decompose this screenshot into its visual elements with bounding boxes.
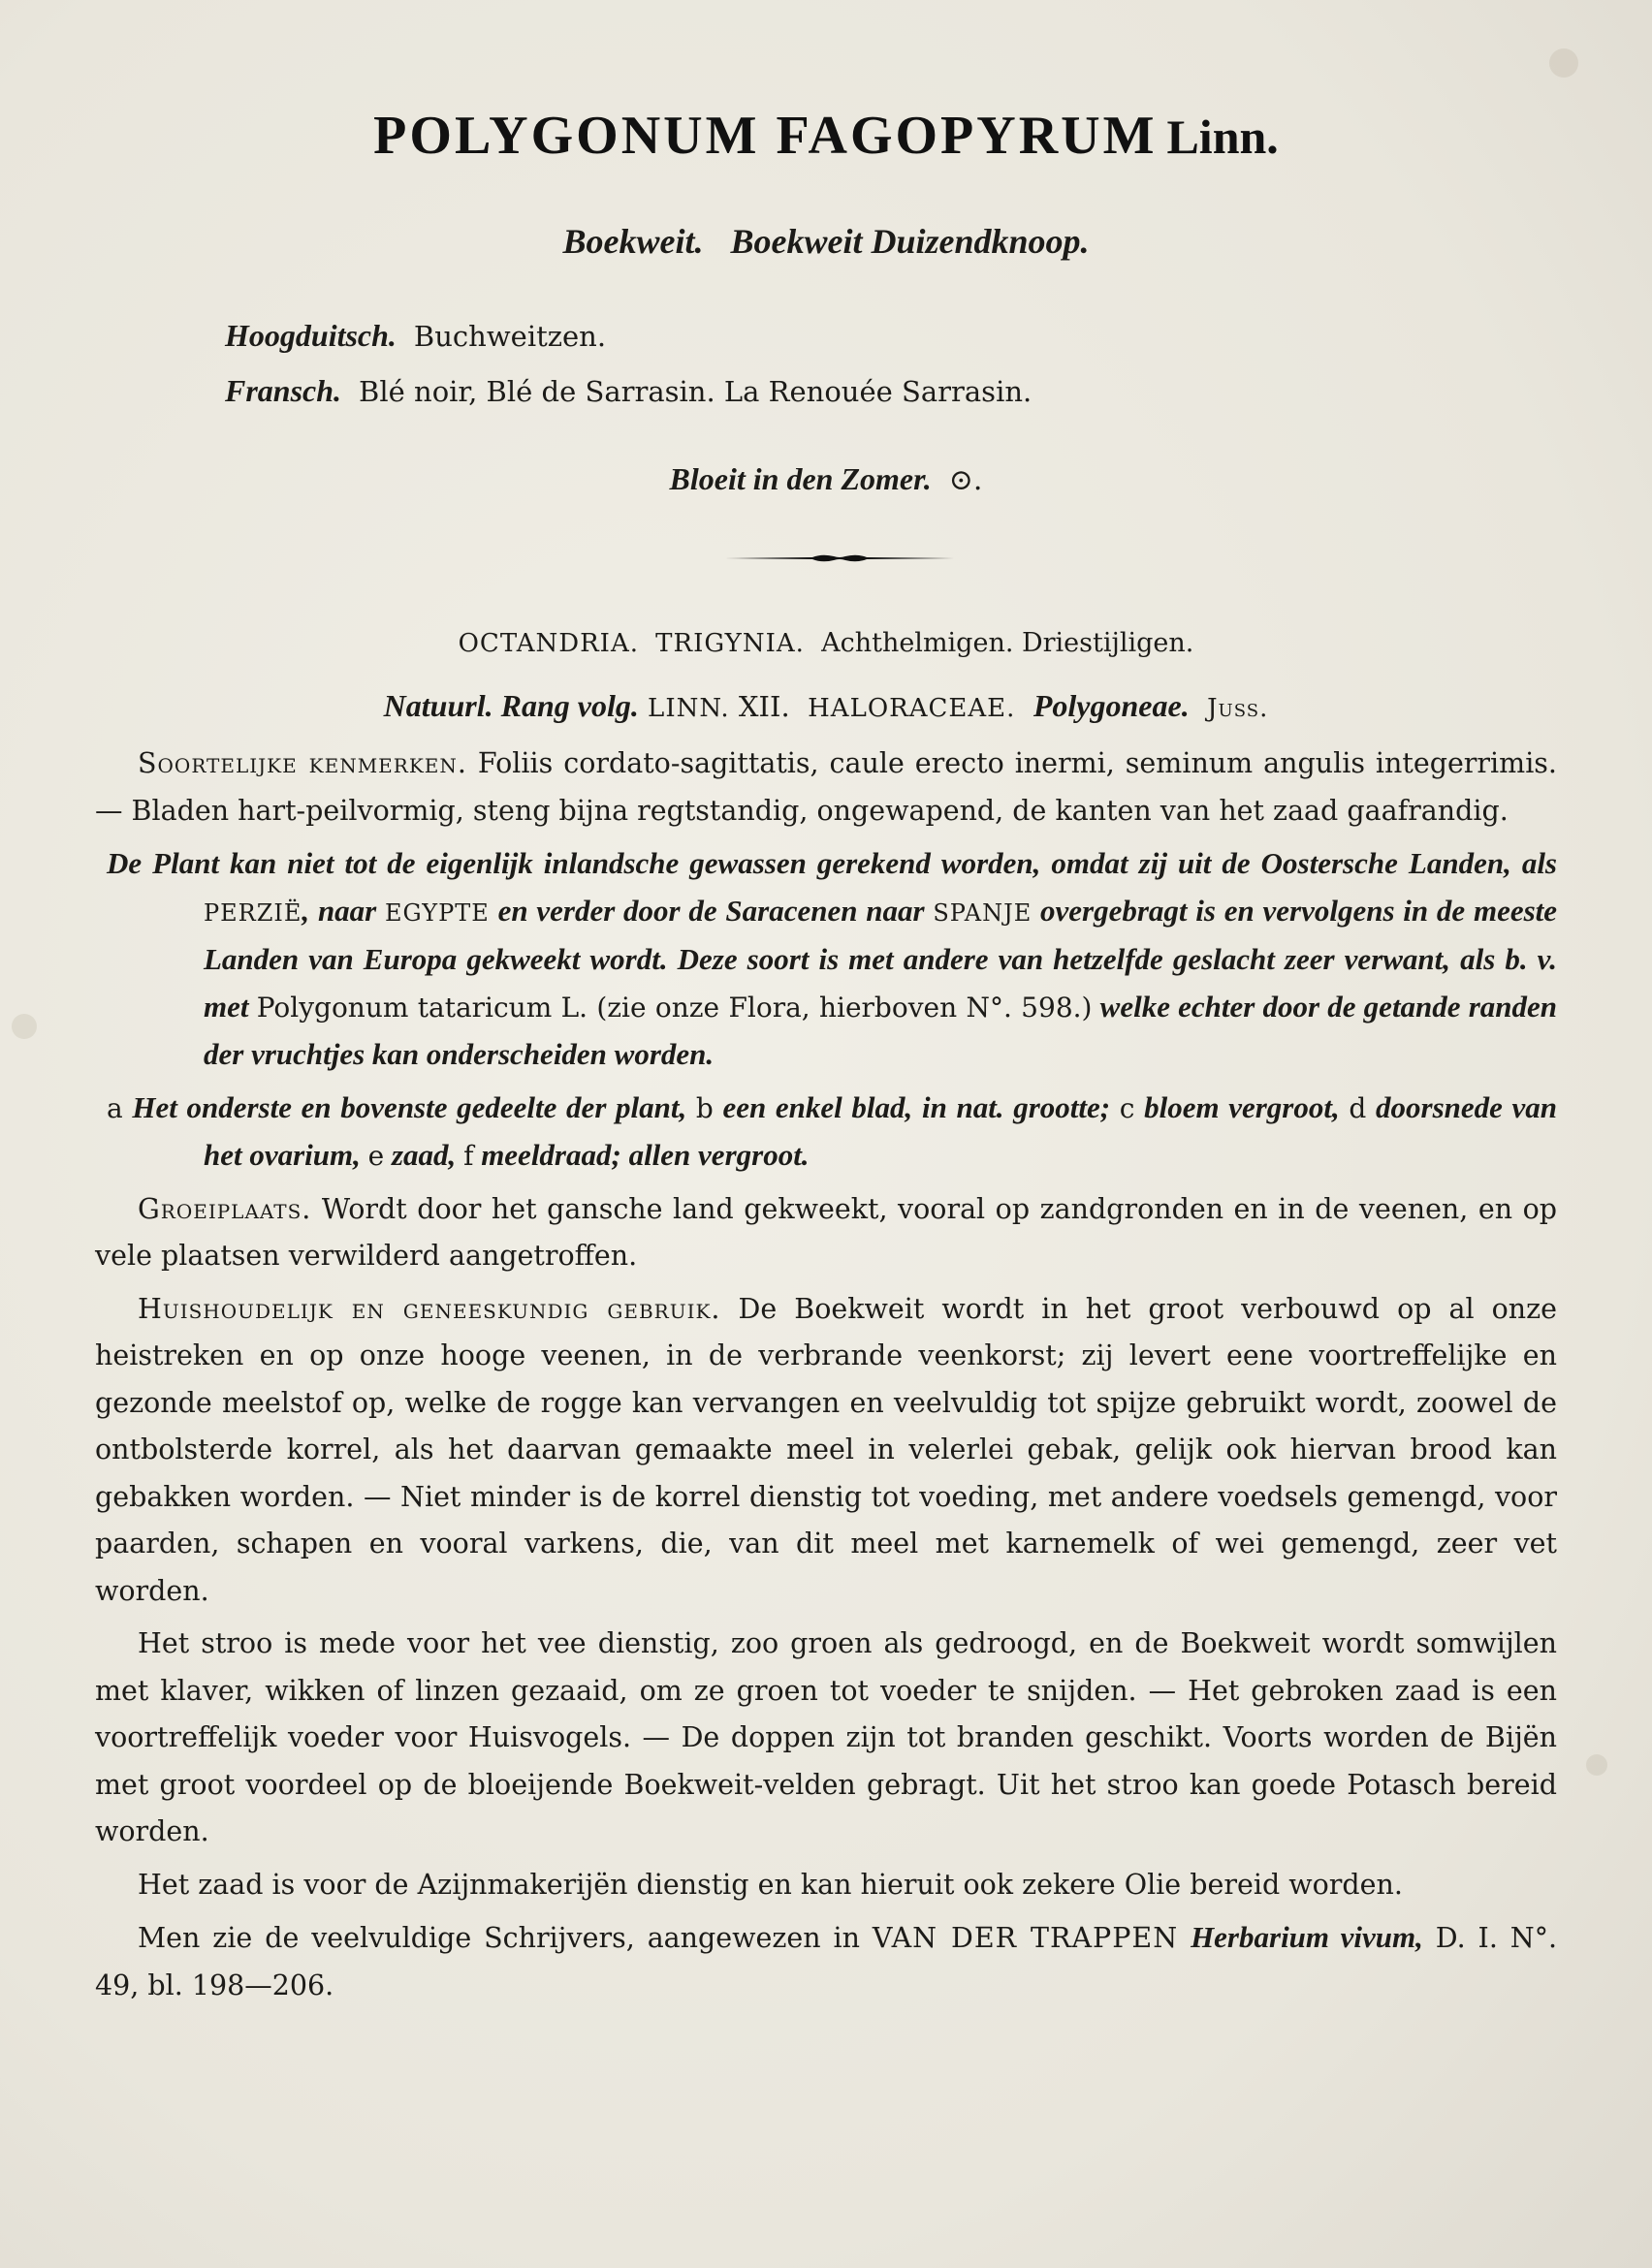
place-egypte: EGYPTE — [385, 898, 490, 927]
common-name-1: Boekweit. — [562, 222, 704, 261]
fig-text: bloem vergroot, — [1144, 1089, 1340, 1124]
schrijvers-ref: D. I. N°. 49, bl. 198—206. — [95, 1922, 1558, 2001]
fig-text: Het onderste en bovenste gedeelte der plant, — [132, 1089, 687, 1124]
note-text-1: De Plant kan niet tot de eigenlijk inlandsche gewassen gerekend worden, omdat zij uit de Oostersche Landen, als — [107, 846, 1557, 880]
paragraph-note — [95, 840, 1557, 1079]
fig-letter: b — [695, 1091, 714, 1124]
paragraph-gebruik — [95, 1286, 1557, 1616]
kenmerken-text: Foliis cordato-sagittatis, caule erecto inermi, seminum angulis integerrimis. — Bladen hart-peilvormig, steng bijna regtstandig, ongewapend, de kanten van het zaad gaafrandig. — [95, 747, 1557, 827]
rank-polygoneae: Polygoneae. — [1032, 688, 1190, 723]
section-label: Soortelijke kenmerken. — [138, 747, 467, 779]
main-text — [95, 740, 1557, 2015]
schrijvers-author: VAN DER TRAPPEN — [872, 1922, 1179, 1954]
paragraph-kenmerken — [95, 740, 1557, 835]
section-label: Huishoudelijk en geneeskundig gebruik. — [138, 1292, 721, 1325]
page-stain — [1549, 48, 1578, 78]
fig-letter: f — [463, 1140, 474, 1172]
fig-text: zaad, — [391, 1138, 457, 1172]
fig-text: een enkel blad, — [722, 1089, 913, 1124]
fig-text: in nat. grootte; — [921, 1089, 1111, 1124]
fig-letter: e — [367, 1140, 385, 1172]
note-text-3: en verder door de Saracenen naar — [497, 893, 925, 928]
annual-symbol: ⊙. — [948, 463, 983, 497]
note-text-2: , naar — [302, 893, 377, 928]
lang-label: Hoogduitsch. — [225, 318, 397, 353]
name-french — [225, 363, 1032, 419]
lang-label: Fransch. — [225, 373, 342, 408]
class-dutch: Achthelmigen. Driestijligen. — [821, 628, 1194, 658]
rank-family: HALORACEAE. — [808, 694, 1016, 723]
foreign-names — [225, 308, 1032, 419]
lang-value: Blé noir, Blé de Sarrasin. La Renouée Sarrasin. — [359, 375, 1032, 408]
note-reference: Polygonum tataricum L. (zie onze Flora, hierboven N°. 598.) — [256, 991, 1093, 1024]
lang-value: Buchweitzen. — [413, 320, 607, 353]
schrijvers-text: Men zie de veelvuldige Schrijvers, aangewezen in — [138, 1922, 861, 1954]
common-names — [0, 221, 1652, 262]
fig-text: meeldraad; allen vergroot. — [481, 1138, 810, 1172]
paragraph-groeiplaats — [95, 1186, 1557, 1280]
paragraph-stroo: Het stroo is mede voor het vee dienstig, zoo groen als gedroogd, en de Boekweit wordt somwijlen met klaver, wikken of linzen gezaaid, om ze groen tot voeder te snijden. — Het gebroken zaad is een voortreffelijk voeder voor Huisvogels. — De doppen zijn tot branden geschikt. Voorts worden de Bijën met groot voordeel op de bloeijende Boekweit-velden gebragt. Uit het stroo kan goede Potasch bereid worden. — [95, 1627, 1557, 1847]
common-name-2: Boekweit Duizendknoop. — [730, 222, 1090, 261]
bloom-time — [0, 461, 1652, 497]
title-author: Linn. — [1166, 110, 1279, 164]
paragraph-figures — [95, 1085, 1557, 1181]
natural-rank — [0, 688, 1652, 724]
linnaean-class — [0, 628, 1652, 658]
place-perzie: PERZIË — [204, 898, 302, 927]
page-title — [0, 105, 1652, 167]
class-trigynia: TRIGYNIA. — [655, 629, 805, 658]
rank-lead: Natuurl. Rang volg. — [383, 688, 639, 723]
groeiplaats-text: Wordt door het gansche land gekweekt, vooral op zandgronden en in de veenen, en op vele plaatsen verwilderd aangetroffen. — [95, 1192, 1557, 1272]
title-species: POLYGONUM FAGOPYRUM — [373, 106, 1158, 166]
rank-number: XII. — [738, 690, 790, 723]
section-label: Groeiplaats. — [138, 1192, 312, 1225]
fig-letter: c — [1119, 1091, 1135, 1124]
fig-letter: a — [107, 1091, 123, 1124]
paragraph-zaad: Het zaad is voor de Azijnmakerijën dienstig en kan hieruit ook zekere Olie bereid worden. — [138, 1868, 1403, 1901]
paragraph-schrijvers — [95, 1914, 1557, 2009]
rank-linn: LINN. — [648, 694, 730, 723]
schrijvers-work: Herbarium vivum, — [1191, 1920, 1423, 1954]
name-german — [225, 308, 1032, 363]
gebruik-text: De Boekweit wordt in het groot verbouwd op al onze heistreken en op onze hooge veenen, in de verbrande veenkorst; zij levert eene voortreffelijke en gezonde meelstof op, welke de rogge kan vervangen en veelvuldig tot spijze gebruikt wordt, zoowel de ontbolsterde korrel, als het daarvan gemaakte meel in velerlei gebak, gelijk ook hiervan brood kan gebakken worden. — Niet minder is de korrel dienstig tot voeding, met andere voedsels gemengd, voor paarden, schapen en vooral varkens, die, van dit meel met karnemelk of wei gemengd, zeer vet worden. — [95, 1292, 1558, 1607]
fig-text: doorsnede van het ovarium, — [204, 1089, 1558, 1172]
page-stain — [1586, 1754, 1607, 1776]
bloom-text: Bloeit in den Zomer. — [669, 461, 932, 496]
rank-juss: Juss. — [1207, 694, 1269, 723]
class-octandria: OCTANDRIA. — [458, 629, 639, 658]
note-text-5: welke echter door de getande randen der vruchtjes kan onderscheiden worden. — [204, 989, 1558, 1071]
page-stain — [12, 1014, 37, 1039]
place-spanje: SPANJE — [933, 898, 1032, 927]
decorative-rule-icon — [725, 551, 954, 566]
fig-letter: d — [1349, 1091, 1367, 1124]
note-text-4: overgebragt is en vervolgens in de meeste Landen van Europa gekweekt wordt. Deze soort is met andere van hetzelfde geslacht zeer verwant, als b. v. met — [204, 893, 1558, 1024]
